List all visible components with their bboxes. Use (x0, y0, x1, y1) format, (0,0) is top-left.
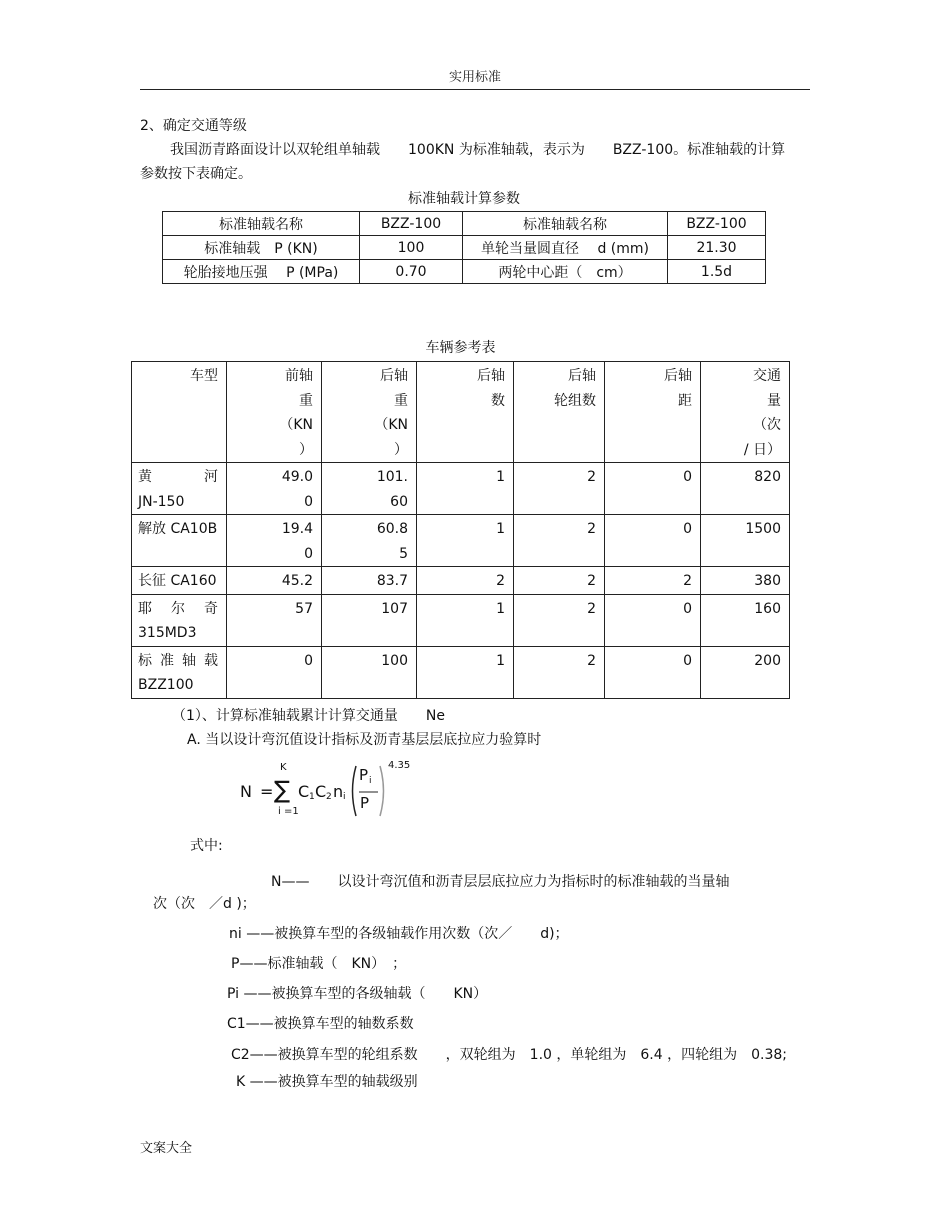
formula-n-sub: i (343, 792, 346, 802)
definition-n-line-1: N—— 以设计弯沉值和沥青层层底拉应力为指标时的标准轴载的当量轴 (271, 874, 730, 890)
vehicle-type-cell (132, 515, 227, 567)
cell-text: 耶 尔 奇 (138, 600, 218, 617)
axle-count-cell: 2 (417, 567, 514, 595)
formula-pi-sub: i (369, 776, 372, 786)
cell-text: 57 (295, 600, 313, 617)
axle-count-cell: 1 (417, 594, 514, 646)
cell-text: 60.8 (376, 521, 408, 537)
wheel-group-cell: 2 (514, 594, 605, 646)
cell-text: 解放 CA10B (138, 521, 218, 537)
formula-c1: C (298, 782, 310, 801)
header-text: 后轴 (568, 368, 596, 384)
calc-step-a: A. 当以设计弯沉值设计指标及沥青基层层底拉应力验算时 (187, 732, 542, 748)
header-text: / 日） (743, 441, 781, 458)
header-cell-traffic-volume (701, 362, 790, 463)
table-cell: 单轮当量圆直径 d (mm) (463, 236, 668, 260)
header-text: 车型 (190, 368, 218, 384)
header-cell-rear-axle (322, 362, 417, 463)
header-text: 量 (767, 392, 781, 409)
traffic-volume-cell: 820 (701, 463, 790, 515)
wheel-group-cell: 2 (514, 463, 605, 515)
definition-ni: ni ——被换算车型的各级轴载作用次数（次／ d)； (229, 926, 569, 942)
axle-spacing-cell: 0 (605, 515, 701, 567)
table-cell: 轮胎接地压强 P (MPa) (163, 260, 360, 284)
rear-axle-cell (322, 594, 417, 646)
axle-spacing-cell: 0 (605, 463, 701, 515)
axle-count-cell: 1 (417, 463, 514, 515)
cell-text: 49.0 (281, 469, 313, 485)
wheel-group-cell: 2 (514, 515, 605, 567)
definition-n-line-2: 次（次 ／d )； (153, 896, 256, 912)
table-row (132, 463, 790, 515)
intro-line-1: 我国沥青路面设计以双轮组单轴载 100KN 为标准轴载，表示为 BZZ-100。标准轴载的计算 (170, 142, 786, 158)
table-cell: BZZ-100 (668, 212, 766, 236)
cell-text: 长征 CA160 (138, 573, 217, 589)
front-axle-cell (227, 594, 322, 646)
table-cell: 标准轴载 P (KN) (163, 236, 360, 260)
formula-p: P (360, 794, 370, 812)
header-text: 重 (299, 392, 313, 409)
header-text: 后轴 (380, 368, 408, 384)
standard-axle-parameter-table (162, 211, 766, 284)
cell-text: 100 (381, 652, 408, 669)
table-header-row (132, 362, 790, 463)
table-row (163, 212, 766, 236)
traffic-volume-cell: 380 (701, 567, 790, 595)
traffic-formula (240, 760, 440, 822)
calc-step-1: （1）、计算标准轴载累计计算交通量 Ne (172, 708, 445, 724)
front-axle-cell (227, 567, 322, 595)
cell-text: 黄 河 (138, 469, 218, 485)
header-text: 前轴 (285, 368, 313, 384)
formula-c1-sub: 1 (309, 792, 315, 802)
formula-sum-upper: K (280, 762, 287, 773)
formula-n-i: n (333, 782, 344, 801)
traffic-volume-cell: 200 (701, 646, 790, 698)
cell-text: 0 (304, 545, 313, 562)
header-text: 后轴 (664, 368, 692, 384)
table-cell: 标准轴载名称 (463, 212, 668, 236)
cell-text: 45.2 (281, 573, 313, 589)
header-cell-wheel-groups (514, 362, 605, 463)
table-row (163, 260, 766, 284)
definition-k: K ——被换算车型的轴载级别 (236, 1074, 418, 1090)
intro-line-2: 参数按下表确定。 (140, 166, 252, 182)
axle-spacing-cell: 0 (605, 594, 701, 646)
table-cell: 21.30 (668, 236, 766, 260)
table-cell: 标准轴载名称 (163, 212, 360, 236)
definition-c1: C1——被换算车型的轴数系数 (227, 1016, 414, 1032)
section-title: 2、确定交通等级 (140, 118, 247, 134)
table-cell: 0.70 (360, 260, 463, 284)
definition-p: P——标准轴载（ KN） ； (231, 956, 407, 972)
front-axle-cell (227, 646, 322, 698)
definition-c2: C2——被换算车型的轮组系数 ，双轮组为 1.0 ，单轮组为 6.4 ，四轮组为 0.38; (231, 1047, 787, 1063)
cell-text: BZZ100 (138, 677, 194, 693)
table2-caption: 车辆参考表 (425, 340, 496, 356)
formula-c2: C (315, 782, 327, 801)
rear-axle-cell (322, 463, 417, 515)
formula-equals: = (260, 782, 274, 801)
table-cell: 两轮中心距（ cm） (463, 260, 668, 284)
formula-exponent: 4.35 (388, 760, 411, 771)
table-row (132, 567, 790, 595)
header-text: 轮组数 (554, 392, 596, 409)
cell-text: 83.7 (376, 573, 408, 589)
cell-text: JN-150 (138, 493, 185, 510)
header-text: （次 (753, 417, 781, 433)
wheel-group-cell: 2 (514, 646, 605, 698)
cell-text: 101. (376, 469, 408, 485)
cell-text: 5 (399, 545, 408, 562)
vehicle-reference-table (131, 361, 790, 699)
formula-sum-lower: i =1 (278, 806, 299, 817)
table-cell: BZZ-100 (360, 212, 463, 236)
definition-pi: Pi ——被换算车型的各级轴载（ KN） (227, 986, 488, 1002)
formula-pi: P (359, 766, 369, 784)
axle-spacing-cell: 0 (605, 646, 701, 698)
vehicle-type-cell (132, 463, 227, 515)
header-text: 交通 (753, 368, 781, 384)
rear-axle-cell (322, 515, 417, 567)
cell-text: 60 (390, 493, 408, 510)
table-row (132, 646, 790, 698)
vehicle-type-cell (132, 567, 227, 595)
formula-n: N (240, 782, 252, 801)
front-axle-cell (227, 463, 322, 515)
formula-c2-sub: 2 (326, 792, 332, 802)
header-text: ） (394, 441, 408, 458)
vehicle-type-cell (132, 646, 227, 698)
table-row (132, 594, 790, 646)
axle-spacing-cell: 2 (605, 567, 701, 595)
cell-text: 107 (381, 600, 408, 617)
rear-axle-cell (322, 567, 417, 595)
table1-caption: 标准轴载计算参数 (408, 191, 520, 207)
page-footer: 文案大全 (140, 1141, 193, 1156)
header-text: （KN (374, 417, 408, 433)
header-text: 后轴 (477, 368, 505, 384)
rear-axle-cell (322, 646, 417, 698)
axle-count-cell: 1 (417, 646, 514, 698)
header-cell-axle-spacing (605, 362, 701, 463)
cell-text: 0 (304, 652, 313, 669)
header-text: 距 (678, 392, 692, 409)
axle-count-cell: 1 (417, 515, 514, 567)
header-text: 重 (394, 392, 408, 409)
header-cell-front-axle (227, 362, 322, 463)
header-text: ） (299, 441, 313, 458)
where-label: 式中: (190, 838, 223, 854)
wheel-group-cell: 2 (514, 567, 605, 595)
vehicle-type-cell (132, 594, 227, 646)
formula-sigma: ∑ (274, 776, 291, 804)
front-axle-cell (227, 515, 322, 567)
cell-text: 19.4 (281, 521, 313, 537)
table-row (132, 515, 790, 567)
cell-text: 315MD3 (138, 625, 197, 641)
header-text: 数 (491, 392, 505, 409)
header-text: （KN (279, 417, 313, 433)
table-row (163, 236, 766, 260)
traffic-volume-cell: 1500 (701, 515, 790, 567)
cell-text: 0 (304, 493, 313, 510)
table-cell: 1.5d (668, 260, 766, 284)
page-header: 实用标准 (448, 70, 501, 85)
header-cell-rear-axle-count (417, 362, 514, 463)
table-cell: 100 (360, 236, 463, 260)
header-cell-vehicle-type (132, 362, 227, 463)
header-divider (140, 89, 810, 90)
cell-text: 标 准 轴 载 (138, 652, 218, 669)
traffic-volume-cell: 160 (701, 594, 790, 646)
